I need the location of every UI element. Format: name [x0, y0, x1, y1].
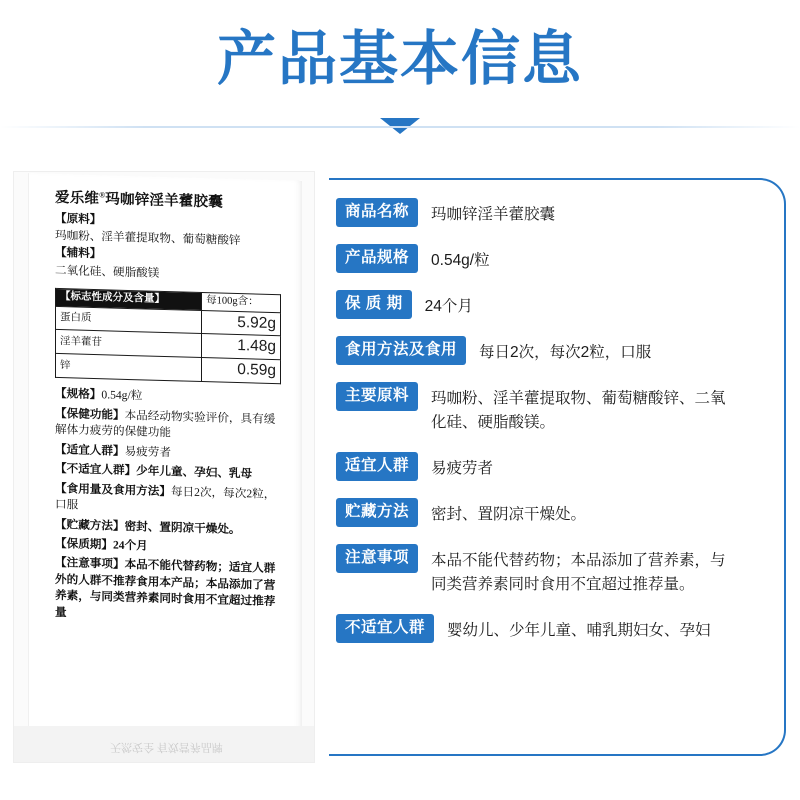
info-tag: 注意事项: [336, 544, 418, 573]
info-value: 0.54g/粒: [431, 252, 490, 270]
package-product-name: 玛咖锌淫羊藿胶囊: [105, 191, 223, 211]
nutrition-table-header-right: 每100g含：: [202, 293, 281, 312]
registered-mark-icon: ®: [99, 190, 106, 200]
nutrition-row-name: 锌: [56, 354, 202, 382]
info-tag: 适宜人群: [336, 452, 418, 481]
info-row-usage: [336, 336, 776, 365]
package-unsuitable-value: 少年儿童、孕妇、乳母: [136, 464, 253, 481]
info-tag: 产品规格: [336, 244, 418, 273]
package-notice-label: 【注意事项】: [55, 556, 125, 572]
package-storage-value: 密封、置阴凉干燥处。: [124, 519, 241, 536]
page-header: [0, 0, 800, 135]
info-value: 易疲劳者: [431, 460, 494, 478]
info-value: 婴幼儿、少年儿童、哺乳期妇女、孕妇: [447, 622, 711, 640]
info-value: 密封、置阴凉干燥处。: [431, 506, 587, 524]
package-ingredients-label: 【原料】: [55, 211, 102, 226]
package-excipients-value: 二氧化硅、硬脂酸镁: [55, 263, 160, 280]
nutrition-row-value: 5.92g: [202, 310, 281, 336]
info-row-unsuitable-group: [336, 614, 776, 643]
package-suitable-value: 易疲劳者: [124, 444, 171, 459]
package-shelflife-label: 【保质期】: [55, 536, 113, 552]
package-brand: 爱乐维: [55, 189, 100, 208]
package-usage-line: [55, 481, 285, 520]
package-function-value: 本品经动物实验评价，具有缓解体力疲劳的保健功能: [55, 408, 276, 440]
package-function-line: [55, 406, 285, 445]
table-row: [56, 354, 281, 384]
package-front-face: [28, 173, 302, 756]
nutrition-row-name: 淫羊藿苷: [56, 330, 202, 358]
package-excipients-label: 【辅料】: [55, 246, 102, 261]
info-value: 24个月: [424, 298, 473, 316]
info-tag: 不适宜人群: [336, 614, 434, 643]
info-value: 玛咖粉、淫羊藿提取物、葡萄糖酸锌、二氧化硅、硬脂酸镁。: [431, 390, 726, 432]
info-tag: 商品名称: [336, 198, 418, 227]
info-row-specification: [336, 244, 776, 273]
package-notice-line: [55, 555, 285, 627]
product-package-image: [14, 172, 314, 762]
info-rows: [336, 198, 776, 660]
panel-edge-mask-top: [321, 178, 329, 224]
info-row-shelf-life: [336, 290, 776, 319]
info-value: 本品不能代替药物；本品添加了营养素，与同类营养素同时食用不宜超过推荐量。: [431, 552, 726, 594]
nutrition-table: [55, 288, 281, 384]
info-value: 每日2次，每次2粒，口服: [479, 344, 652, 362]
package-spec-label: 【规格】: [55, 387, 102, 402]
package-storage-label: 【贮藏方法】: [55, 517, 125, 533]
info-tag: 主要原料: [336, 382, 418, 411]
page-title: 产品基本信息: [216, 26, 583, 92]
info-tag: 食用方法及食用: [336, 336, 466, 365]
package-reflection-text: 天然安全 有效营养品牌: [110, 741, 223, 753]
package-ingredients-value: 玛咖粉、淫羊藿提取物、葡萄糖酸锌: [55, 228, 241, 248]
package-usage-label: 【食用量及食用方法】: [55, 481, 171, 498]
package-label-text: [55, 188, 285, 628]
info-row-suitable-group: [336, 452, 776, 481]
info-tag: 保 质 期: [336, 290, 412, 319]
info-row-product-name: [336, 198, 776, 227]
nutrition-row-value: 1.48g: [202, 334, 281, 360]
package-shelflife-value: 24个月: [112, 538, 148, 553]
package-spec-value: 0.54g/粒: [101, 388, 143, 403]
info-row-notice: [336, 544, 776, 597]
nutrition-row-name: 蛋白质: [56, 306, 202, 334]
info-tag: 贮藏方法: [336, 498, 418, 527]
package-unsuitable-label: 【不适宜人群】: [55, 462, 137, 478]
nutrition-table-header-left: 【标志性成分及含量】: [56, 289, 202, 310]
package-function-label: 【保健功能】: [55, 406, 125, 422]
package-notice-value: 本品不能代替药物；适宜人群外的人群不推荐食用本产品；本品添加了营养素，与同类营养素同时食用不宜超过推荐量: [55, 558, 276, 620]
nutrition-row-value: 0.59g: [202, 358, 281, 384]
header-divider: [0, 126, 800, 128]
panel-edge-mask-bottom: [321, 710, 329, 756]
package-usage-value: 每日2次，每次2粒，口服: [55, 484, 276, 512]
package-suitable-label: 【适宜人群】: [55, 442, 125, 458]
info-row-storage: [336, 498, 776, 527]
info-value: 玛咖锌淫羊藿胶囊: [431, 206, 556, 223]
info-row-main-ingredients: [336, 382, 776, 435]
